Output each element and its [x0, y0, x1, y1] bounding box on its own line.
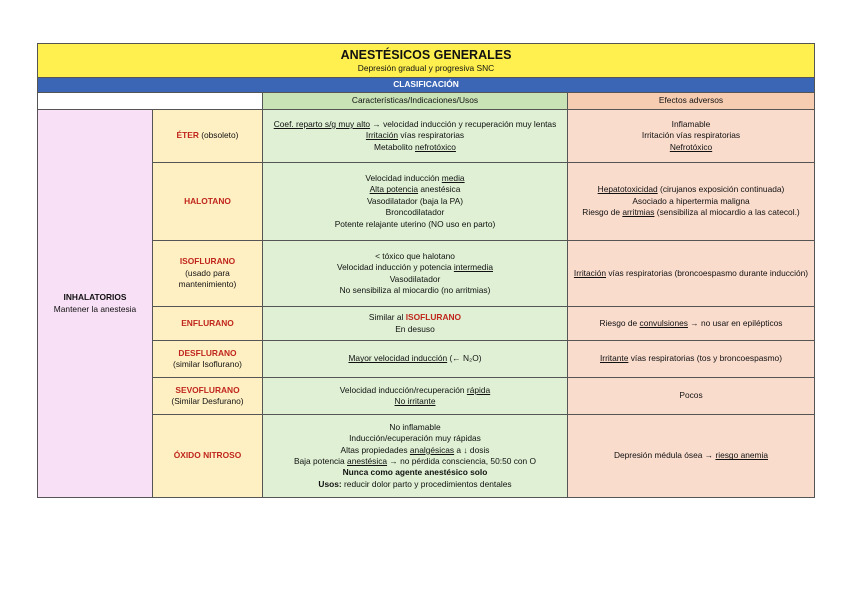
bold-label: Usos: [318, 478, 342, 489]
text-span: → no pérdida consciencia, 50:50 con O [387, 456, 537, 466]
characteristic-line: En desuso [395, 323, 435, 334]
adverse-line [571, 184, 811, 195]
characteristics-cell [263, 241, 568, 307]
text-span: vías respiratorias (broncoespasmo durante inducción) [606, 267, 809, 278]
agent-cell [153, 307, 263, 341]
underlined-term: Alta potencia [369, 184, 419, 195]
title-row [38, 44, 815, 78]
text-span: Baja potencia [293, 456, 348, 466]
characteristic-line: Vasodilatador [389, 273, 441, 284]
text-span: Metabolito [374, 141, 415, 152]
characteristic-line [266, 262, 564, 273]
underlined-term: Hepatotoxicidad [597, 184, 658, 195]
agent-note: (similar Isoflurano) [173, 359, 242, 369]
text-span: vías respiratorias [398, 130, 465, 141]
adverse-effects-cell [568, 163, 815, 241]
characteristic-line: No irritante [394, 396, 436, 406]
text-span: Velocidad inducción [365, 172, 442, 183]
agent-reference: ISOFLURANO [405, 312, 462, 323]
text-span: vías respiratorias (tos y broncoespasmo) [628, 353, 782, 364]
adverse-effects-cell [568, 415, 815, 498]
text-span: (← N₂O) [447, 353, 482, 364]
adverse-effects-cell [568, 378, 815, 415]
anesthetics-table [37, 43, 815, 498]
characteristic-line [266, 353, 564, 364]
adverse-line: Inflamable [671, 118, 711, 129]
adverse-effects-cell [568, 341, 815, 378]
agent-name: DESFLURANO [178, 347, 237, 358]
agent-name: ÉTER [176, 130, 199, 141]
title-cell [38, 44, 815, 78]
adverse-line [571, 353, 811, 364]
characteristic-line: No sensibiliza al miocardio (no arritmias) [339, 284, 491, 295]
agent-note: (Similar Desfurano) [171, 396, 244, 406]
characteristic-line: Broncodilatador [385, 207, 445, 218]
table-row [38, 241, 815, 307]
adverse-line [571, 268, 811, 279]
header-blank-cell [38, 93, 263, 110]
underlined-term: arritmias [622, 207, 655, 218]
adverse-line [571, 207, 811, 218]
underlined-term: anestésica [347, 456, 388, 466]
text-span: reducir dolor parto y procedimientos dentales [341, 478, 512, 489]
text-span: Velocidad inducción/recuperación [339, 384, 467, 395]
agent-cell [153, 378, 263, 415]
text-span: → no usar en epilépticos [687, 317, 783, 328]
underlined-term: Irritación [365, 130, 399, 141]
characteristic-line [266, 456, 564, 467]
underlined-term: media [441, 172, 465, 183]
text-span: Depresión médula ósea → [613, 450, 716, 461]
characteristic-line [266, 119, 564, 130]
header-adverse-effects: Efectos adversos [568, 93, 815, 110]
table-row [38, 307, 815, 341]
text-span: Altas propiedades [340, 444, 410, 455]
underlined-term: intermedia [453, 262, 493, 273]
adverse-line: Pocos [679, 390, 703, 401]
characteristic-line [266, 479, 564, 490]
adverse-line [571, 318, 811, 329]
characteristic-line [266, 385, 564, 396]
adverse-effects-cell [568, 241, 815, 307]
table-row [38, 415, 815, 498]
underlined-term: Coef. reparto s/g muy alto [273, 118, 371, 129]
characteristic-line: Nunca como agente anestésico solo [342, 467, 488, 478]
group-description: Mantener la anestesia [53, 303, 137, 314]
text-span: (sensibiliza al miocardio a las catecol.) [654, 207, 800, 218]
underlined-term: Irritante [599, 353, 629, 364]
header-characteristics: Características/Indicaciones/Usos [263, 93, 568, 110]
underlined-term: riesgo anemia [715, 450, 769, 461]
characteristic-line [266, 142, 564, 153]
adverse-effects-cell [568, 110, 815, 163]
characteristic-line [266, 184, 564, 195]
characteristics-cell [263, 163, 568, 241]
page-title: ANESTÉSICOS GENERALES [340, 48, 512, 62]
table-row [38, 110, 815, 163]
agent-note: (usado para mantenimiento) [178, 267, 237, 290]
characteristic-line [266, 312, 564, 323]
classification-row [38, 78, 815, 93]
characteristic-line [266, 445, 564, 456]
text-span: Similar al [368, 312, 406, 323]
characteristics-cell [263, 110, 568, 163]
text-span: Riesgo de [582, 207, 623, 218]
agent-name: SEVOFLURANO [175, 384, 240, 395]
characteristic-line [266, 173, 564, 184]
underlined-term: Irritación [573, 267, 607, 278]
adverse-line [571, 450, 811, 461]
table-row [38, 163, 815, 241]
agent-cell [153, 110, 263, 163]
group-cell [38, 110, 153, 498]
underlined-term: nefrotóxico [415, 141, 456, 152]
agent-name: ENFLURANO [181, 317, 234, 328]
characteristic-line: < tóxico que halotano [375, 250, 455, 261]
characteristics-cell [263, 307, 568, 341]
text-span: (cirujanos exposición continuada) [657, 184, 785, 195]
characteristic-line: Vasodilatador (baja la PA) [366, 195, 464, 206]
underlined-term: convulsiones [639, 317, 688, 328]
agent-name: HALOTANO [184, 195, 231, 206]
agent-note: (obsoleto) [201, 130, 239, 141]
characteristics-cell [263, 378, 568, 415]
table-row [38, 341, 815, 378]
text-span: Riesgo de [599, 317, 640, 328]
adverse-line: Irritación vías respiratorias [641, 130, 741, 141]
underlined-term: rápida [466, 384, 491, 395]
text-span: → velocidad inducción y recuperación muy lentas [370, 118, 557, 129]
agent-name: ISOFLURANO [179, 256, 236, 267]
group-name: INHALATORIOS [63, 292, 127, 303]
page-subtitle: Depresión gradual y progresiva SNC [357, 63, 495, 73]
agent-cell [153, 341, 263, 378]
characteristic-line: No inflamable [389, 421, 441, 432]
adverse-line: Nefrotóxico [669, 141, 713, 152]
underlined-term: Mayor velocidad inducción [348, 353, 448, 364]
characteristic-line [266, 130, 564, 141]
agent-name: ÓXIDO NITROSO [173, 450, 242, 461]
table-row [38, 378, 815, 415]
text-span: anestésica [418, 184, 461, 195]
characteristic-line: Potente relajante uterino (NO uso en parto) [334, 218, 496, 229]
text-span: a ↓ dosis [454, 444, 490, 455]
classification-label: CLASIFICACIÓN [38, 78, 815, 93]
text-span: Velocidad inducción y potencia [337, 262, 454, 273]
underlined-term: analgésicas [409, 444, 455, 455]
characteristics-cell [263, 341, 568, 378]
adverse-effects-cell [568, 307, 815, 341]
characteristics-cell [263, 415, 568, 498]
agent-cell [153, 415, 263, 498]
characteristic-line: Inducción/ecuperación muy rápidas [349, 433, 481, 444]
agent-cell [153, 163, 263, 241]
header-row [38, 93, 815, 110]
agent-cell [153, 241, 263, 307]
adverse-line: Asociado a hipertermia maligna [632, 195, 750, 206]
